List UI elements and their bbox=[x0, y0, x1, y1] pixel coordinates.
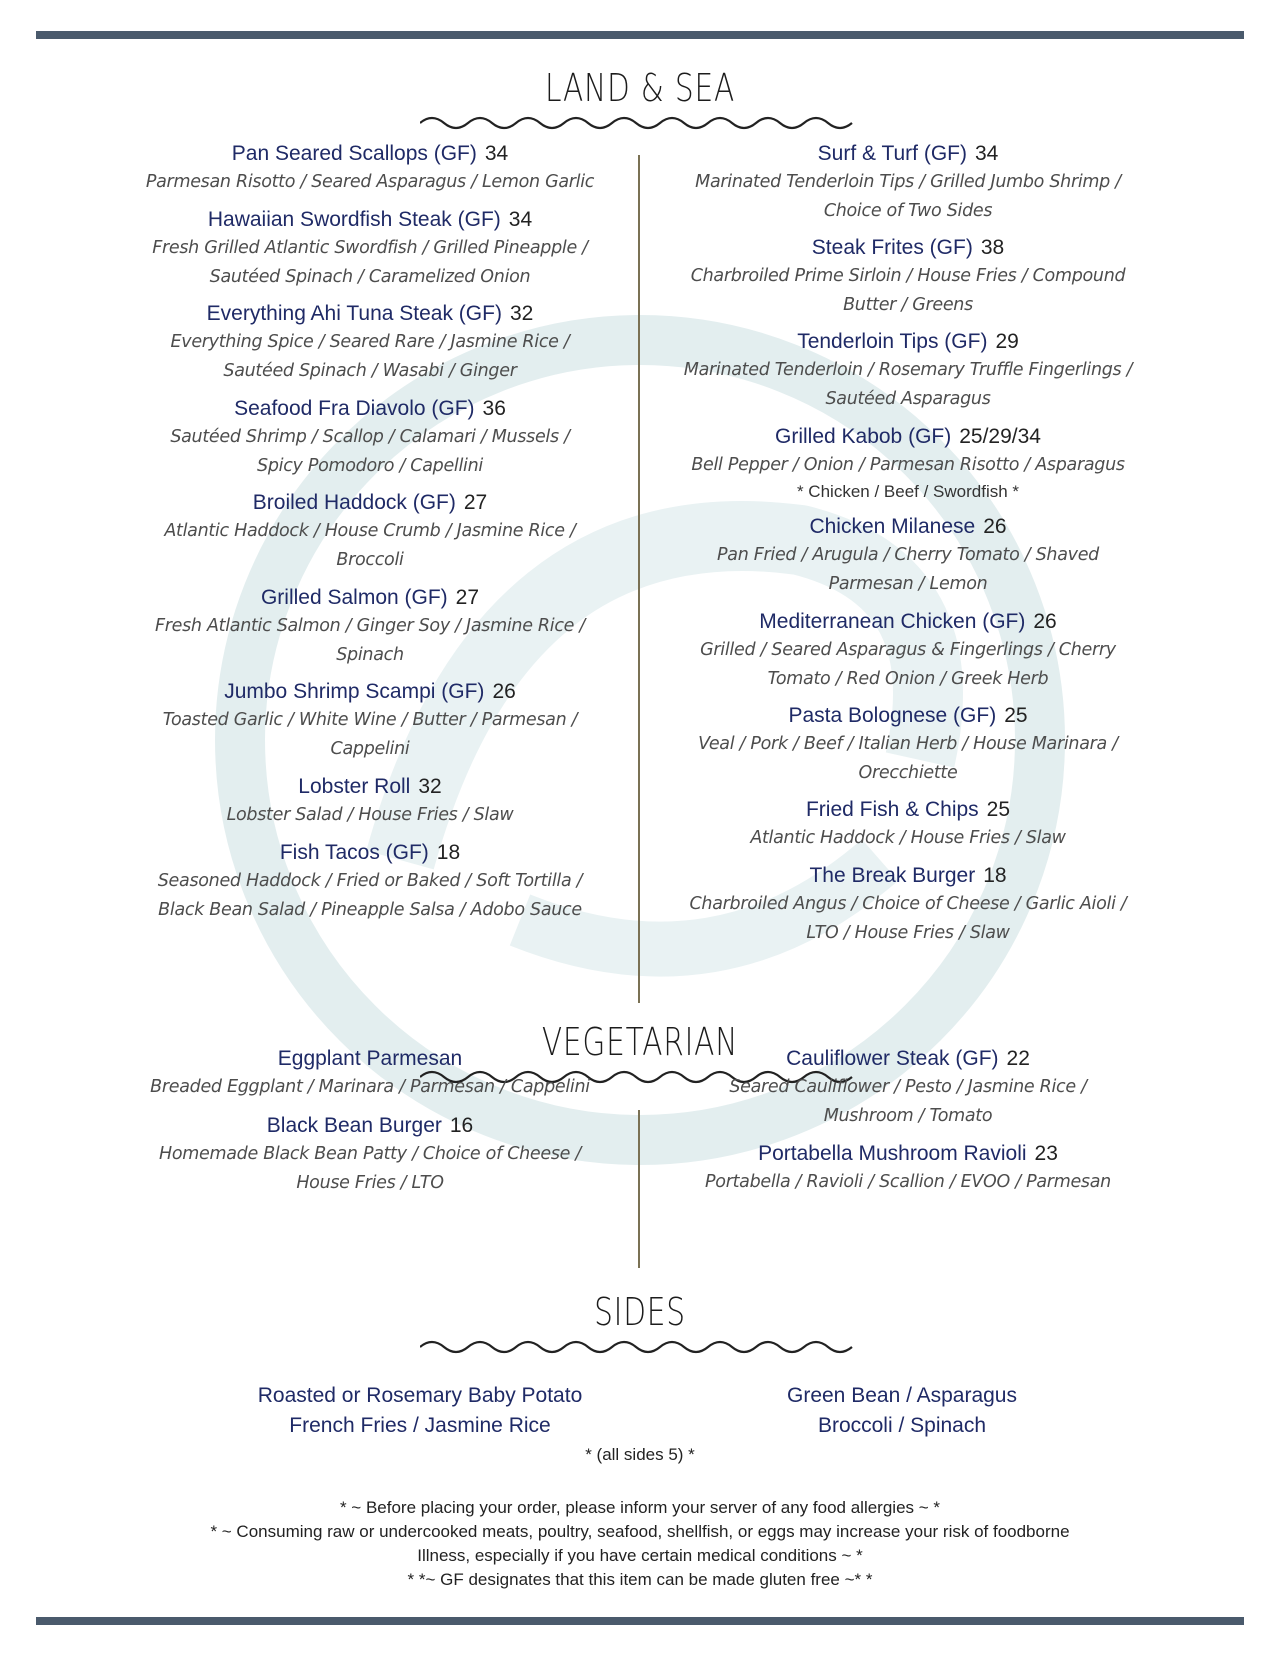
menu-item-title: Mediterranean Chicken (GF) bbox=[759, 610, 1026, 633]
menu-item-name bbox=[658, 234, 1158, 262]
menu-item-description: Cappelini bbox=[330, 739, 410, 759]
menu-item-price: 25 bbox=[986, 798, 1011, 821]
menu-item-name bbox=[658, 1140, 1158, 1168]
menu-item-description: Fresh Grilled Atlantic Swordfish / Grilled Pineapple / bbox=[152, 238, 588, 258]
menu-item-description: House Fries / LTO bbox=[296, 1173, 444, 1193]
menu-item-title: Jumbo Shrimp Scampi (GF) bbox=[224, 680, 485, 703]
allergy-notice bbox=[0, 1496, 1280, 1592]
menu-item-price: 27 bbox=[463, 491, 488, 514]
menu-item-description: Veal / Pork / Beef / Italian Herb / House Marinara / bbox=[698, 734, 1118, 754]
menu-item-description: LTO / House Fries / Slaw bbox=[806, 923, 1010, 943]
menu-item-description: Fresh Atlantic Salmon / Ginger Soy / Jasmine Rice / bbox=[154, 616, 586, 636]
menu-item-name bbox=[658, 140, 1158, 168]
menu-item-name bbox=[658, 423, 1158, 451]
menu-item-description: Homemade Black Bean Patty / Choice of Cheese / bbox=[159, 1144, 581, 1164]
menu-item-description: Spinach bbox=[336, 645, 404, 665]
menu-item-name bbox=[120, 489, 620, 517]
menu-item bbox=[120, 300, 620, 386]
menu-item-title: Broiled Haddock (GF) bbox=[252, 491, 456, 514]
side-item: Roasted or Rosemary Baby Potato bbox=[257, 1384, 583, 1407]
menu-item-price: 29 bbox=[995, 330, 1019, 353]
menu-item bbox=[658, 862, 1158, 948]
menu-item-title: Everything Ahi Tuna Steak (GF) bbox=[206, 302, 502, 325]
wave-divider bbox=[420, 1336, 860, 1358]
menu-item bbox=[658, 423, 1158, 504]
side-item: French Fries / Jasmine Rice bbox=[289, 1414, 551, 1437]
sides-right-list bbox=[632, 1381, 1172, 1441]
menu-item-price: 34 bbox=[975, 142, 999, 165]
menu-item bbox=[658, 328, 1158, 414]
menu-item-description: Orecchiette bbox=[858, 763, 958, 783]
menu-item-description: Sautéed Asparagus bbox=[825, 389, 991, 409]
menu-item-title: Black Bean Burger bbox=[266, 1114, 442, 1137]
footer-line: * ~ Consuming raw or undercooked meats, poultry, seafood, shellfish, or eggs may increase your risk of foodborne bbox=[210, 1522, 1070, 1541]
menu-item-name bbox=[120, 206, 620, 234]
menu-item-price: 34 bbox=[484, 142, 509, 165]
menu-item bbox=[658, 513, 1158, 599]
menu-item bbox=[120, 773, 620, 830]
menu-item-description: Pan Fried / Arugula / Cherry Tomato / Shaved bbox=[717, 545, 1099, 565]
menu-item-title: Pasta Bolognese (GF) bbox=[788, 704, 997, 727]
menu-item-price: 16 bbox=[449, 1114, 474, 1137]
menu-item-name bbox=[120, 678, 620, 706]
menu-item-name bbox=[658, 1045, 1158, 1073]
menu-item bbox=[658, 608, 1158, 694]
section-heading-land-sea: LAND & SEA bbox=[544, 66, 736, 110]
menu-item-title: Steak Frites (GF) bbox=[811, 236, 973, 259]
menu-item-name bbox=[658, 862, 1158, 890]
menu-item-name bbox=[120, 395, 620, 423]
menu-item-price: 25/29/34 bbox=[959, 425, 1041, 448]
top-rule bbox=[36, 31, 1244, 39]
menu-item-title: Cauliflower Steak (GF) bbox=[786, 1047, 999, 1070]
menu-item bbox=[120, 395, 620, 481]
menu-item bbox=[120, 678, 620, 764]
menu-item-description: Grilled / Seared Asparagus & Fingerlings / Cherry bbox=[700, 640, 1116, 660]
menu-item-description: Marinated Tenderloin / Rosemary Truffle Fingerlings / bbox=[683, 360, 1133, 380]
menu-item-description: Sautéed Spinach / Wasabi / Ginger bbox=[223, 361, 517, 381]
menu-item-price: 34 bbox=[508, 208, 533, 231]
menu-item-description: Atlantic Haddock / House Crumb / Jasmine Rice / bbox=[164, 521, 576, 541]
menu-item-description: Seasoned Haddock / Fried or Baked / Soft Tortilla / bbox=[157, 871, 583, 891]
menu-item-description: Charbroiled Angus / Choice of Cheese / Garlic Aioli / bbox=[689, 894, 1127, 914]
menu-item-description: Lobster Salad / House Fries / Slaw bbox=[226, 805, 514, 825]
menu-item-title: Grilled Salmon (GF) bbox=[260, 586, 448, 609]
menu-item-price: 26 bbox=[1033, 610, 1057, 633]
menu-item-description: Spicy Pomodoro / Capellini bbox=[257, 456, 483, 476]
menu-item-price: 25 bbox=[1004, 704, 1028, 727]
menu-item-title: Fish Tacos (GF) bbox=[279, 841, 429, 864]
menu-item bbox=[658, 796, 1158, 853]
menu-item-description: Portabella / Ravioli / Scallion / EVOO / Parmesan bbox=[705, 1172, 1111, 1192]
menu-item-description: Seared Cauliflower / Pesto / Jasmine Rice / bbox=[729, 1077, 1087, 1097]
menu-item-name bbox=[658, 608, 1158, 636]
menu-item-description: Butter / Greens bbox=[843, 295, 973, 315]
menu-item-description: Toasted Garlic / White Wine / Butter / Parmesan / bbox=[162, 710, 578, 730]
menu-item bbox=[658, 1140, 1158, 1197]
menu-item-title: The Break Burger bbox=[809, 864, 976, 887]
menu-item-price: 18 bbox=[983, 864, 1007, 887]
menu-item-name bbox=[658, 796, 1158, 824]
menu-item-name bbox=[120, 300, 620, 328]
menu-item-description: Atlantic Haddock / House Fries / Slaw bbox=[750, 828, 1066, 848]
menu-item-price: 26 bbox=[983, 515, 1007, 538]
menu-item bbox=[658, 234, 1158, 320]
menu-item-name bbox=[658, 513, 1158, 541]
menu-item-title: Hawaiian Swordfish Steak (GF) bbox=[207, 208, 501, 231]
sides-price-note: * (all sides 5) * bbox=[585, 1445, 695, 1464]
menu-item-description: Black Bean Salad / Pineapple Salsa / Adobo Sauce bbox=[158, 900, 582, 920]
menu-item-description: Tomato / Red Onion / Greek Herb bbox=[767, 669, 1049, 689]
menu-item-name bbox=[120, 839, 620, 867]
menu-item-description: Charbroiled Prime Sirloin / House Fries / Compound bbox=[690, 266, 1126, 286]
menu-item-price: 22 bbox=[1006, 1047, 1030, 1070]
section-heading-vegetarian: VEGETARIAN bbox=[541, 1020, 739, 1064]
menu-item bbox=[658, 140, 1158, 226]
section-heading-sides: SIDES bbox=[594, 1290, 686, 1334]
menu-item-price: 32 bbox=[418, 775, 442, 798]
menu-item-price: 26 bbox=[492, 680, 516, 703]
menu-item-price: 18 bbox=[436, 841, 461, 864]
menu-item-title: Chicken Milanese bbox=[809, 515, 976, 538]
menu-item-name bbox=[120, 140, 620, 168]
menu-item-title: Lobster Roll bbox=[298, 775, 411, 798]
footer-line: * ~ Before placing your order, please inform your server of any food allergies ~ * bbox=[339, 1498, 941, 1517]
menu-item-title: Seafood Fra Diavolo (GF) bbox=[234, 397, 475, 420]
menu-item-price: 38 bbox=[980, 236, 1005, 259]
menu-item-title: Eggplant Parmesan bbox=[277, 1047, 463, 1070]
menu-item-name bbox=[120, 1045, 620, 1073]
menu-item bbox=[120, 489, 620, 575]
menu-item-description: Bell Pepper / Onion / Parmesan Risotto / Asparagus bbox=[691, 455, 1125, 475]
menu-item bbox=[120, 1112, 620, 1198]
menu-item-title: Portabella Mushroom Ravioli bbox=[758, 1142, 1027, 1165]
menu-item bbox=[120, 584, 620, 670]
footer-line: * *~ GF designates that this item can be made gluten free ~* * bbox=[407, 1570, 873, 1589]
menu-item-name bbox=[120, 1112, 620, 1140]
menu-item-description: Broccoli bbox=[336, 550, 404, 570]
menu-item bbox=[120, 1045, 620, 1102]
menu-item-title: Tenderloin Tips (GF) bbox=[797, 330, 988, 353]
menu-item-name bbox=[658, 702, 1158, 730]
footer-line: Illness, especially if you have certain medical conditions ~ * bbox=[417, 1546, 863, 1565]
menu-item-note: * Chicken / Beef / Swordfish * bbox=[796, 482, 1020, 501]
menu-item-description: Sautéed Shrimp / Scallop / Calamari / Mussels / bbox=[170, 427, 570, 447]
menu-item-title: Grilled Kabob (GF) bbox=[775, 425, 952, 448]
menu-item bbox=[120, 140, 620, 197]
menu-item-price: 36 bbox=[482, 397, 506, 420]
menu-item bbox=[120, 839, 620, 925]
menu-item-description: Mushroom / Tomato bbox=[823, 1106, 993, 1126]
menu-item-title: Surf & Turf (GF) bbox=[817, 142, 967, 165]
side-item: Broccoli / Spinach bbox=[817, 1414, 987, 1437]
side-item: Green Bean / Asparagus bbox=[787, 1384, 1017, 1407]
menu-item-price: 27 bbox=[455, 586, 480, 609]
menu-item-description: Breaded Eggplant / Marinara / Parmesan / Cappelini bbox=[150, 1077, 590, 1097]
menu-item-description: Parmesan / Lemon bbox=[828, 574, 988, 594]
menu-item-description: Everything Spice / Seared Rare / Jasmine Rice / bbox=[170, 332, 570, 352]
bottom-rule bbox=[36, 1617, 1244, 1625]
menu-item bbox=[658, 1045, 1158, 1131]
column-divider bbox=[638, 155, 640, 1003]
menu-item bbox=[120, 206, 620, 292]
wave-divider bbox=[420, 112, 860, 134]
menu-item-description: Choice of Two Sides bbox=[823, 201, 993, 221]
menu-item-title: Fried Fish & Chips bbox=[805, 798, 979, 821]
menu-item-description: Marinated Tenderloin Tips / Grilled Jumbo Shrimp / bbox=[695, 172, 1121, 192]
menu-item-price: 23 bbox=[1034, 1142, 1058, 1165]
column-divider bbox=[638, 1110, 640, 1268]
menu-item-price: 32 bbox=[509, 302, 534, 325]
menu-item-description: Sautéed Spinach / Caramelized Onion bbox=[209, 267, 531, 287]
menu-item bbox=[658, 702, 1158, 788]
sides-left-list bbox=[150, 1381, 690, 1441]
menu-item-name bbox=[120, 584, 620, 612]
menu-item-description: Parmesan Risotto / Seared Asparagus / Lemon Garlic bbox=[145, 172, 595, 192]
menu-item-name bbox=[658, 328, 1158, 356]
menu-item-title: Pan Seared Scallops (GF) bbox=[231, 142, 477, 165]
menu-item-name bbox=[120, 773, 620, 801]
